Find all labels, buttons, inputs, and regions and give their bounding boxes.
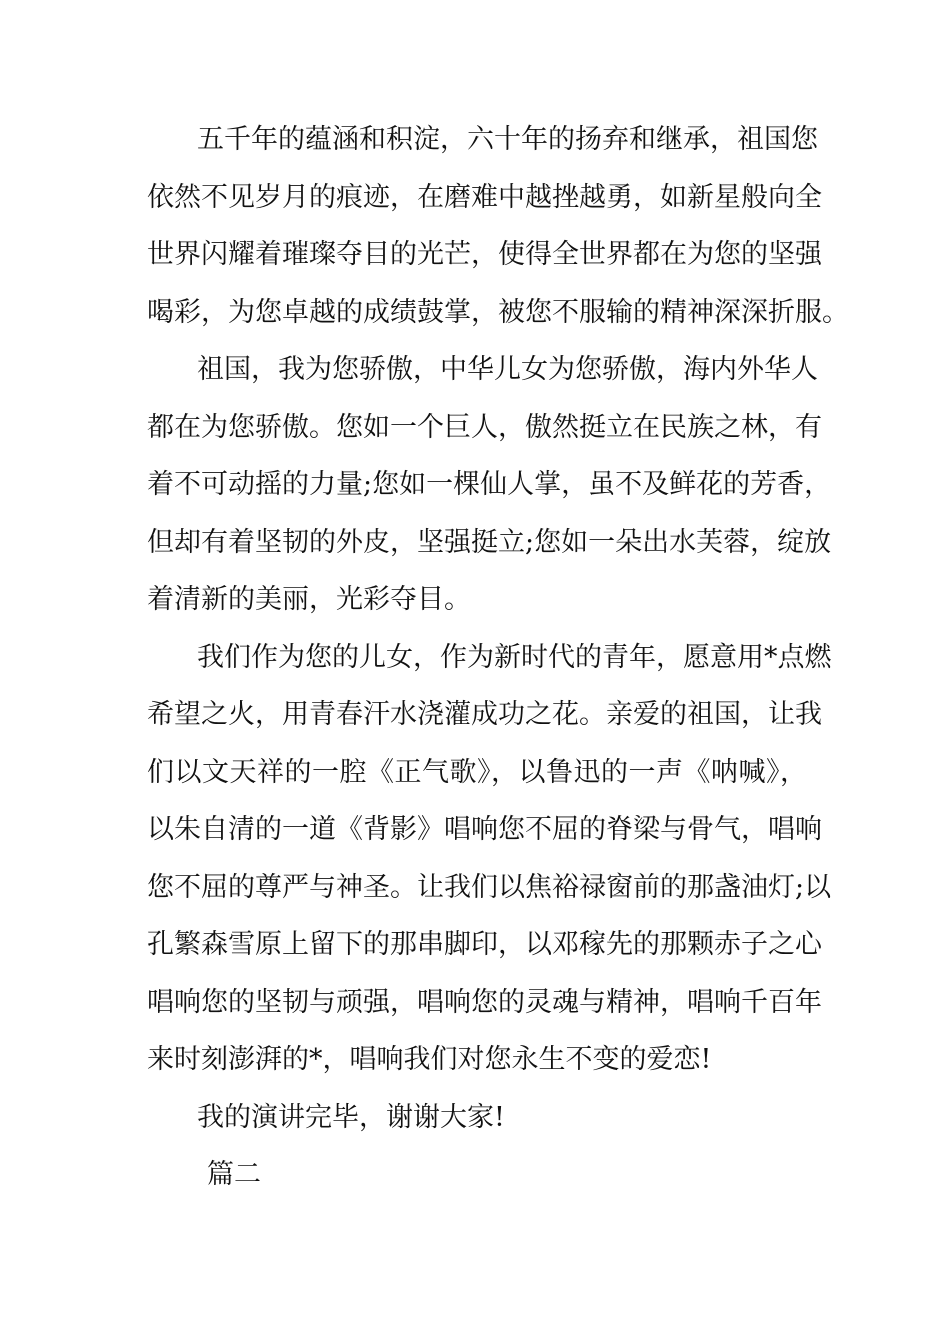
text-line: 喝彩，为您卓越的成绩鼓掌，被您不服输的精神深深折服。 [147,296,849,328]
paragraph [147,341,832,629]
text-line: 着不可动摇的力量;您如一棵仙人掌，虽不及鲜花的芳香， [147,469,832,500]
text-line: 来时刻澎湃的*，唱响我们对您永生不变的爱恋! [147,1044,712,1075]
section-heading: 篇二 [207,1159,261,1190]
text-line: 您不屈的尊严与神圣。让我们以焦裕禄窗前的那盏油灯;以 [147,871,832,903]
text-line: 依然不见岁月的痕迹，在磨难中越挫越勇，如新星般向全 [147,181,822,213]
text-line: 五千年的蕴涵和积淀，六十年的扬弃和继承，祖国您 [197,124,818,155]
text-line: 们以文天祥的一腔《正气歌》，以鲁迅的一声《呐喊》， [147,756,807,788]
text-line: 希望之火，用青春汗水浇灌成功之花。亲爱的祖国，让我 [147,699,822,730]
document-body [147,111,849,1204]
text-line: 孔繁森雪原上留下的那串脚印，以邓稼先的那颗赤子之心 [147,929,822,960]
paragraph [147,1089,807,1147]
text-line: 唱响您的坚韧与顽强，唱响您的灵魂与精神，唱响千百年 [147,986,822,1018]
text-line: 世界闪耀着璀璨夺目的光芒，使得全世界都在为您的坚强 [147,239,822,270]
text-line: 我的演讲完毕，谢谢大家! [197,1101,505,1133]
text-line: 以朱自清的一道《背影》唱响您不屈的脊梁与骨气，唱响 [147,814,822,845]
paragraph [147,629,832,1089]
text-line: 我们作为您的儿女，作为新时代的青年，愿意用*点燃 [197,641,832,673]
text-line: 都在为您骄傲。您如一个巨人，傲然挺立在民族之林，有 [147,411,822,443]
text-line: 祖国，我为您骄傲，中华儿女为您骄傲，海内外华人 [197,354,818,385]
text-line: 着清新的美丽，光彩夺目。 [147,584,471,615]
text-line: 但却有着坚韧的外皮，坚强挺立;您如一朵出水芙蓉，绽放 [147,526,832,558]
paragraph [147,111,849,341]
